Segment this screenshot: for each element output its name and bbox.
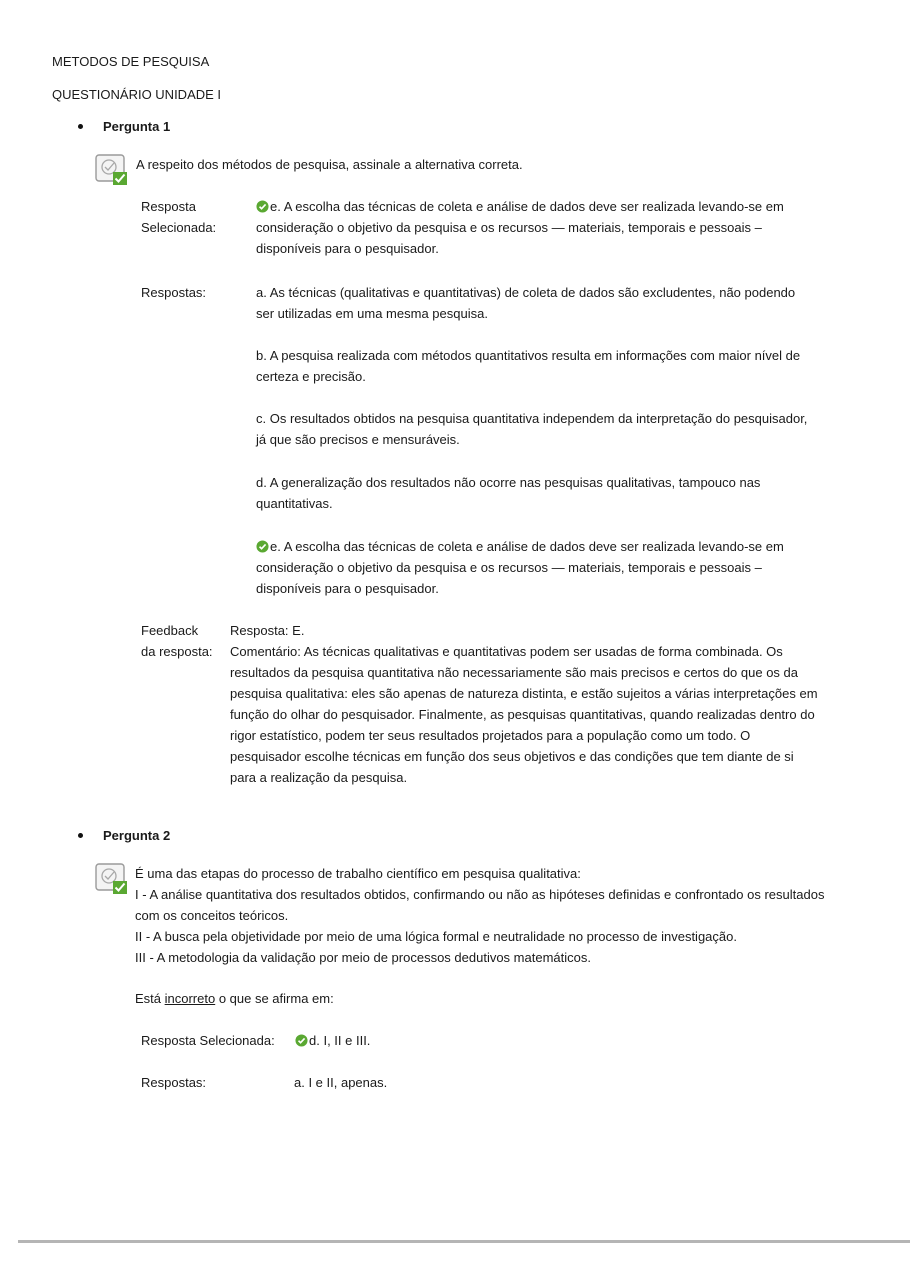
selected-answer-label-line1: Resposta xyxy=(141,199,196,214)
check-circle-icon xyxy=(256,200,269,213)
quiz-title: QUESTIONÁRIO UNIDADE I xyxy=(52,87,222,102)
check-circle-icon xyxy=(295,1034,308,1047)
feedback-text xyxy=(230,620,820,788)
question-2-prompt-line: É uma das etapas do processo de trabalho científico em pesquisa qualitativa: xyxy=(135,866,581,881)
answer-option-text: e. A escolha das técnicas de coleta e análise de dados deve ser realizada levando-se em consideração o objetivo da pesquisa e os recursos — materiais, temporais e pessoais – disponíveis para o pesquisador. xyxy=(256,539,784,596)
correct-answer-icon xyxy=(94,153,130,187)
check-circle-icon xyxy=(256,540,269,553)
question-2-prompt xyxy=(135,863,825,968)
selected-answer xyxy=(256,196,816,259)
answers-label: Respostas: xyxy=(141,285,207,300)
answers-label: Respostas: xyxy=(141,1075,207,1090)
selected-answer-text: e. A escolha das técnicas de coleta e análise de dados deve ser realizada levando-se em consideração o objetivo da pesquisa e os recursos — materiais, temporais e pessoais – disponíveis para o pesquisador. xyxy=(256,199,784,256)
bullet xyxy=(78,833,83,838)
question-1-title: Pergunta 1 xyxy=(103,119,171,134)
statement-underlined: incorreto xyxy=(164,991,216,1006)
selected-answer xyxy=(295,1030,370,1051)
question-2-prompt-line: II - A busca pela objetividade por meio de uma lógica formal e neutralidade no processo de investigação. xyxy=(135,929,737,944)
question-1-prompt: A respeito dos métodos de pesquisa, assinale a alternativa correta. xyxy=(136,157,523,172)
answer-option: a. I e II, apenas. xyxy=(294,1075,388,1090)
answer-option: b. A pesquisa realizada com métodos quantitativos resulta em informações com maior nível de certeza e precisão. xyxy=(256,348,801,384)
answer-option-correct xyxy=(256,536,816,599)
answer-option: a. As técnicas (qualitativas e quantitativas) de coleta de dados são excludentes, não podendo ser utilizadas em uma mesma pesquisa. xyxy=(256,285,796,321)
page-bottom-divider xyxy=(18,1240,910,1243)
selected-answer-label-line2: Selecionada: xyxy=(141,220,217,235)
selected-answer-text: d. I, II e III. xyxy=(309,1033,371,1048)
selected-answer-label xyxy=(141,196,251,238)
question-2-prompt-line: III - A metodologia da validação por meio de processos dedutivos matemáticos. xyxy=(135,950,591,965)
course-title: METODOS DE PESQUISA xyxy=(52,54,210,69)
statement-prefix: Está xyxy=(135,991,165,1006)
feedback-label xyxy=(141,620,231,662)
statement-suffix: o que se afirma em: xyxy=(215,991,334,1006)
correct-answer-icon xyxy=(94,862,130,896)
question-2-prompt-line: I - A análise quantitativa dos resultados obtidos, confirmando ou não as hipóteses definidas e confrontado os resultados com os conceitos teóricos. xyxy=(135,887,825,923)
bullet xyxy=(78,124,83,129)
question-2-statement xyxy=(135,988,334,1009)
feedback-answer: Resposta: E. xyxy=(230,623,305,638)
answer-option: d. A generalização dos resultados não ocorre nas pesquisas qualitativas, tampouco nas quantitativas. xyxy=(256,475,761,511)
answer-option: c. Os resultados obtidos na pesquisa quantitativa independem da interpretação do pesquisador, já que são precisos e mensuráveis. xyxy=(256,411,808,447)
feedback-label-line2: da resposta: xyxy=(141,644,213,659)
feedback-comment: Comentário: As técnicas qualitativas e quantitativas podem ser usadas de forma combinada. Os resultados da pesquisa quantitativa não necessariamente são mais precisos e certos do que os da pesquisa qualitativa: eles são apenas de natureza distinta, e estão sujeitos a várias interpretações em função do olhar do pesquisador. Finalmente, as pesquisas quantitativas, quando realizadas dentro do rigor estatístico, podem ter seus resultados projetados para a população como um todo. O pesquisador escolhe técnicas em função dos seus objetivos e das condições que tem diante de si para a realização da pesquisa. xyxy=(230,644,818,785)
feedback-label-line1: Feedback xyxy=(141,623,199,638)
selected-answer-label: Resposta Selecionada: xyxy=(141,1033,275,1048)
question-2-title: Pergunta 2 xyxy=(103,828,171,843)
